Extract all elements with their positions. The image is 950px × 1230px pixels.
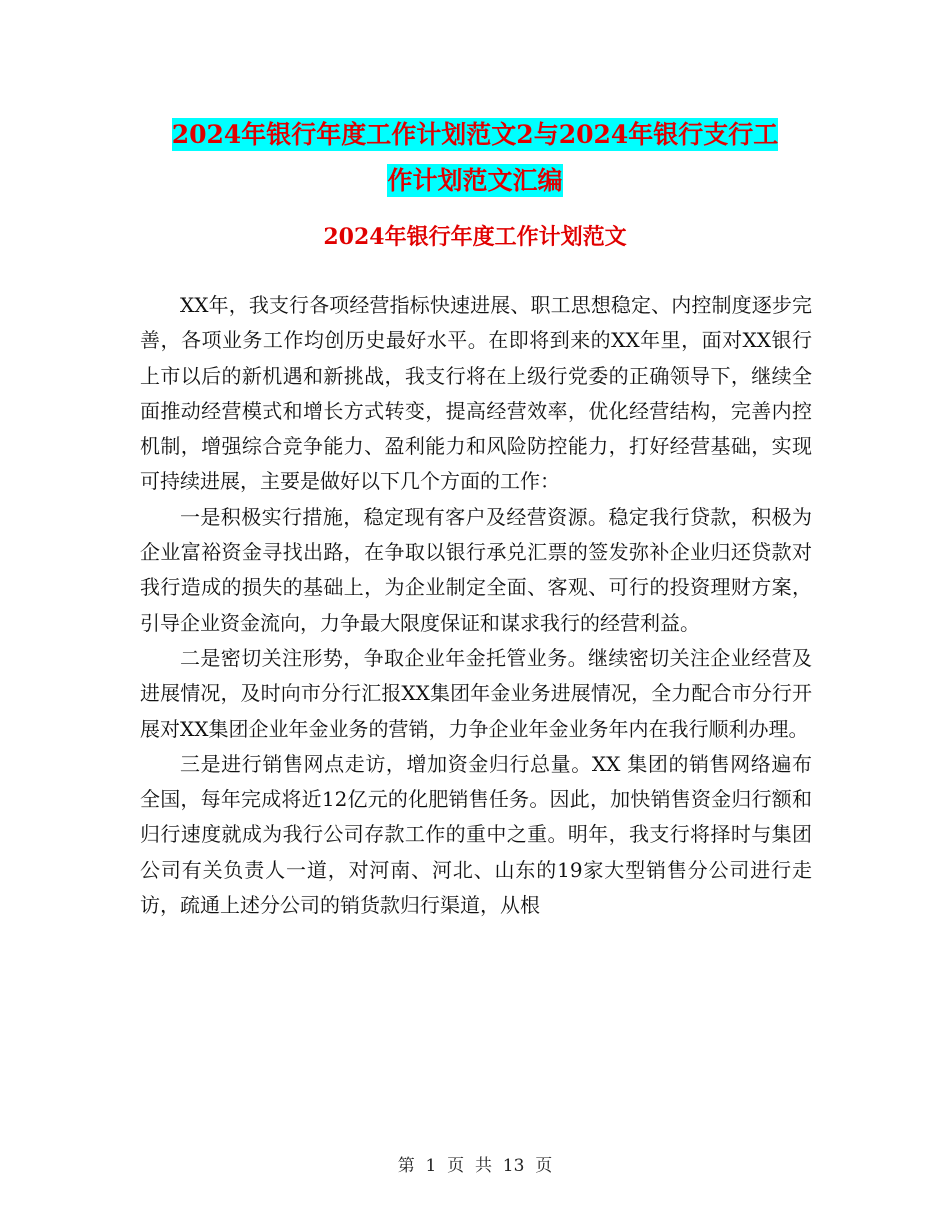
paragraph-item-1: 一是积极实行措施，稳定现有客户及经营资源。稳定我行贷款，积极为企业富裕资金寻找出路，在争取以银行承兑汇票的签发弥补企业归还贷款对我行造成的损失的基础上，为企业制定全面、客观、可行的投资理财方案，引导企业资金流向，力争最大限度保证和谋求我行的经营利益。 [140, 504, 812, 635]
document-title-line-1: 2024年银行年度工作计划范文2与2024年银行支行工 [171, 120, 779, 149]
paragraph-item-2: 二是密切关注形势，争取企业年金托管业务。继续密切关注企业经营及进展情况，及时向市分行汇报XX集团年金业务进展情况，全力配合市分行开展对XX集团企业年金业务的营销，力争企业年金业务年内在我行顺利办理。 [140, 645, 812, 741]
document-body [140, 288, 812, 923]
document-title-line-2: 作计划范文汇编 [387, 166, 563, 195]
paragraph-intro: XX年，我支行各项经营指标快速进展、职工思想稳定、内控制度逐步完善，各项业务工作均创历史最好水平。在即将到来的XX年里，面对XX银行上市以后的新机遇和新挑战，我支行将在上级行党委的正确领导下，继续全面推动经营模式和增长方式转变，提高经营效率，优化经营结构，完善内控机制，增强综合竞争能力、盈利能力和风险防控能力，打好经营基础，实现可持续进展，主要是做好以下几个方面的工作： [140, 293, 812, 494]
section-title: 2024年银行年度工作计划范文 [323, 224, 627, 250]
page-number-footer: 第 1 页 共 13 页 [397, 1156, 553, 1176]
document-title [0, 112, 950, 204]
paragraph-item-3: 三是进行销售网点走访，增加资金归行总量。XX 集团的销售网络遍布全国，每年完成将近12亿元的化肥销售任务。因此，加快销售资金归行额和归行速度就成为我行公司存款工作的重中之重。明年，我支行将择时与集团公司有关负责人一道，对河南、河北、山东的19家大型销售分公司进行走访，疏通上述分公司的销货款归行渠道，从根 [140, 751, 812, 918]
